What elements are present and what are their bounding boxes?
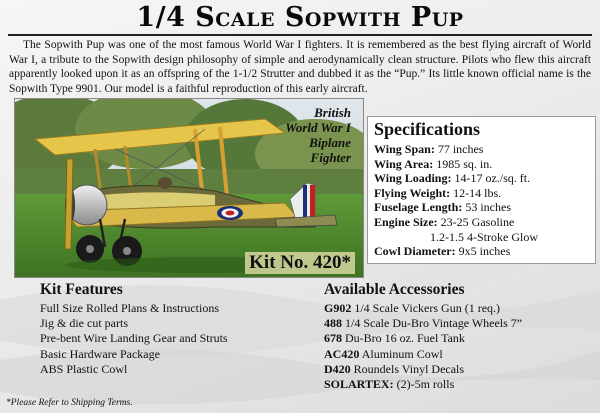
accessory-code: D420 <box>324 361 351 376</box>
kit-number: Kit No. 420* <box>245 252 355 274</box>
spec-row <box>374 215 589 230</box>
caption-line: Biplane <box>309 135 351 150</box>
list-item <box>324 331 522 346</box>
accessories-heading: Available Accessories <box>324 281 465 298</box>
page-title: 1/4 Scale Sopwith Pup <box>136 2 464 33</box>
list-item: Basic Hardware Package <box>40 346 160 361</box>
spec-row <box>374 244 589 259</box>
accessories-section <box>324 281 522 392</box>
intro-paragraph: The Sopwith Pup was one of the most famous World War I fighters. It is remembered as the best flying aircraft of World War I, a tribute to the Sopwith design philosophy of simple and aerodynamically clean structure. Pilots who flew this aircraft apparently looked upon it as an offspring of the 1-1/2 Strutter and dubbed it as the “Pup.” Its little known official name is the Sopwith Type 9901. Our model is a faithful reproduction of this early aircraft. <box>9 39 591 95</box>
accessory-code: AC420 <box>324 346 360 361</box>
accessory-text: (2)-5m rolls <box>396 377 455 392</box>
spec-label: Cowl Diameter: <box>374 244 456 259</box>
spec-row <box>374 200 589 215</box>
spec-label: Fuselage Length: <box>374 200 463 215</box>
list-item <box>324 362 522 377</box>
accessory-text: Aluminum Cowl <box>361 346 443 361</box>
spec-value: 77 inches <box>437 142 484 156</box>
accessory-text: 1/4 Scale Du-Bro Vintage Wheels 7” <box>345 316 523 331</box>
title-rule-top <box>8 34 592 36</box>
spec-row <box>374 142 589 157</box>
aircraft-photo <box>14 98 364 278</box>
spec-value: 53 inches <box>465 200 511 215</box>
spec-row <box>374 157 589 172</box>
spec-value: 1985 sq. in. <box>436 156 493 171</box>
accessory-code: 678 <box>324 331 342 346</box>
spec-label: Flying Weight: <box>374 185 451 200</box>
spec-label: Wing Span: <box>374 142 435 156</box>
spec-value: 23-25 Gasoline <box>440 214 515 229</box>
list-item: Full Size Rolled Plans & Instructions <box>40 301 219 315</box>
spec-label: Wing Loading: <box>374 171 452 186</box>
spec-label: Wing Area: <box>374 156 434 171</box>
accessory-text: Du-Bro 16 oz. Fuel Tank <box>345 331 465 346</box>
kit-features-heading: Kit Features <box>40 281 123 298</box>
spec-label: Engine Size: <box>374 214 438 229</box>
specifications-heading: Specifications <box>374 119 480 139</box>
accessory-text: Roundels Vinyl Decals <box>353 361 465 376</box>
list-item <box>324 316 522 331</box>
kit-features-section <box>40 281 228 377</box>
list-item <box>324 347 522 362</box>
photo-caption <box>285 105 351 165</box>
list-item <box>324 301 522 316</box>
spec-row <box>374 171 589 186</box>
footnote: *Please Refer to Shipping Terms. <box>6 398 133 408</box>
accessory-code: G902 <box>324 301 352 315</box>
list-item: Pre-bent Wire Landing Gear and Struts <box>40 331 228 346</box>
spec-engine-alt: 1.2-1.5 4-Stroke Glow <box>430 229 538 244</box>
accessory-text: 1/4 Scale Vickers Gun (1 req.) <box>354 301 501 315</box>
spec-value: 14-17 oz./sq. ft. <box>454 171 531 186</box>
spec-row <box>374 186 589 201</box>
accessory-code: 488 <box>324 316 342 331</box>
list-item: ABS Plastic Cowl <box>40 361 128 376</box>
list-item: Jig & die cut parts <box>40 316 128 331</box>
caption-line: British <box>314 105 351 120</box>
list-item <box>324 377 522 392</box>
accessory-code: SOLARTEX: <box>324 377 394 392</box>
specifications-box <box>367 116 596 264</box>
spec-value: 9x5 inches <box>458 244 511 259</box>
caption-line: World War I <box>285 120 351 135</box>
caption-line: Fighter <box>310 150 351 165</box>
spec-value: 12-14 lbs. <box>453 185 502 200</box>
